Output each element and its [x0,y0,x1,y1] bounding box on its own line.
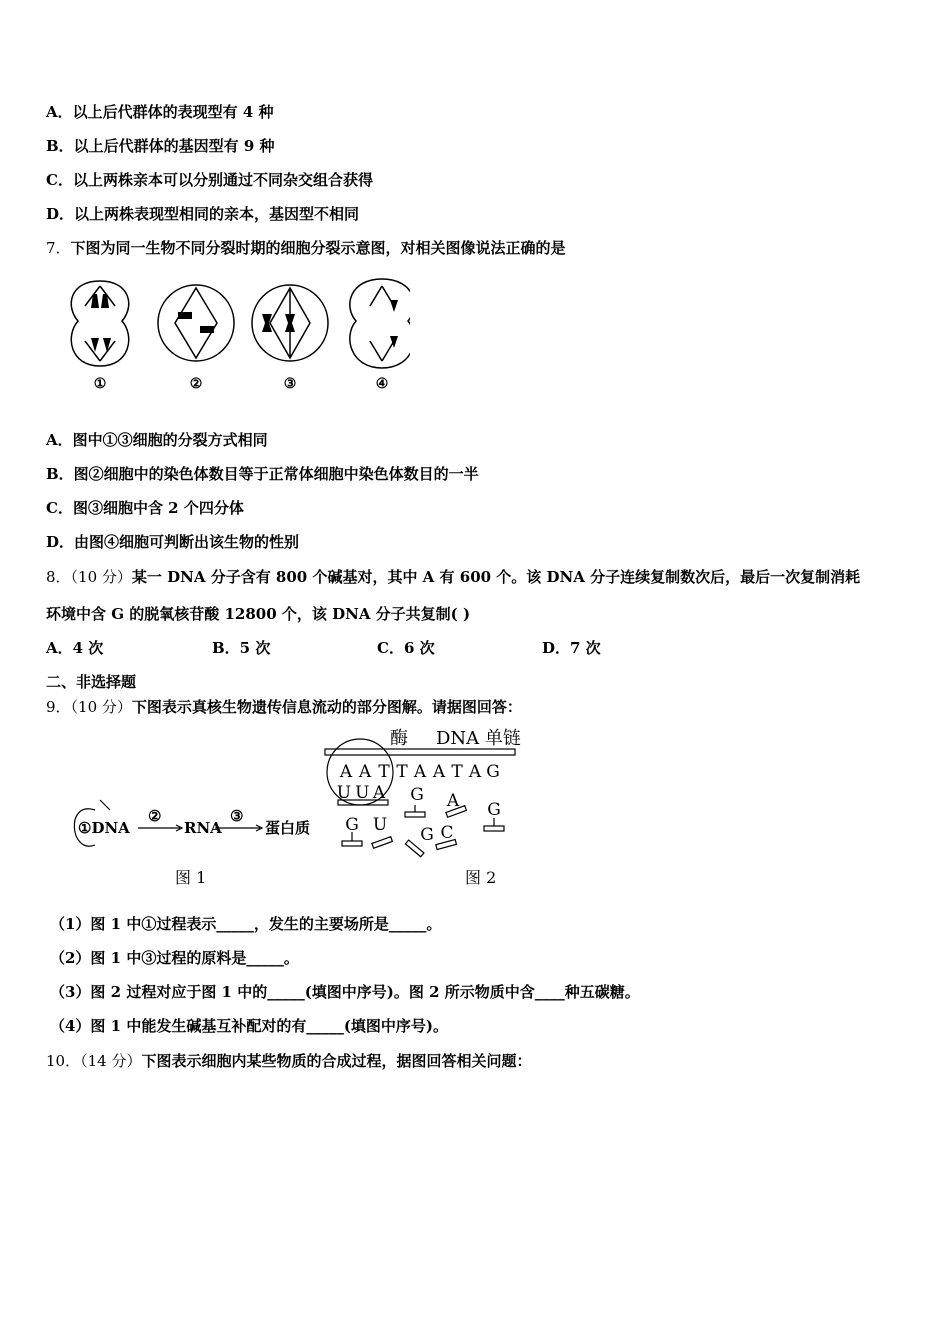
template-base: G [486,762,500,782]
free-nucleotide: G [345,815,359,835]
template-base: A [413,762,427,782]
free-nucleotide: A [446,791,460,811]
fig1-step3: ③ [230,807,244,825]
q9-stem [46,697,522,717]
q7-option-c: C．图③细胞中含 2 个四分体 [46,499,244,517]
fig1-protein: 蛋白质 [265,819,311,837]
template-base: A [468,762,482,782]
q9-number: 9．（10 分） [46,698,132,716]
q7-option-b: B．图②细胞中的染色体数目等于正常体细胞中染色体数目的一半 [46,465,479,483]
q8-option-d: D．7 次 [542,639,601,657]
q8-stem-line2: 环境中含 G 的脱氧核苷酸 12800 个，该 DNA 分子共复制( ) [46,605,471,623]
q10-number: 10．（14 分） [46,1052,142,1070]
q8-option-a: A．4 次 [46,639,104,657]
q10-stem [46,1051,531,1071]
fig1-step2: ② [148,807,162,825]
q8-stem-line1 [46,567,860,587]
q7-option-a: A．图中①③细胞的分裂方式相同 [46,431,268,449]
q9-text: 下图表示真核生物遗传信息流动的部分图解。请据图回答： [131,698,522,716]
fig1-rna: RNA [184,819,222,837]
genetic-info-figure [60,720,540,895]
q6-option-b: B．以上后代群体的基因型有 9 种 [46,137,275,155]
q6-option-c: C．以上两株亲本可以分别通过不同杂交组合获得 [46,171,373,189]
paired-bases: UUA [336,783,390,803]
section-heading: 二、非选择题 [46,673,137,691]
q8-number: 8．（10 分） [46,568,132,586]
q8-option-b: B．5 次 [212,639,271,657]
q9-sub-1: （1）图 1 中①过程表示_____，发生的主要场所是_____。 [50,915,442,933]
template-base: T [378,762,390,782]
template-base: A [358,762,372,782]
fig2-caption: 图 2 [465,868,497,887]
fig-label-3: ③ [283,376,297,392]
template-base: T [451,762,463,782]
fig1-caption: 图 1 [175,868,207,887]
free-nucleotide: C [440,823,454,843]
fig-label-1: ① [93,376,107,392]
q8-option-c: C．6 次 [377,639,435,657]
q9-sub-4: （4）图 1 中能发生碱基互补配对的有_____(填图中序号)。 [50,1017,449,1035]
template-base: A [339,762,353,782]
fig2-strand: DNA 单链 [436,728,521,749]
q7-text: 下图为同一生物不同分裂时期的细胞分裂示意图，对相关图像说法正确的是 [70,239,566,257]
q6-option-a: A．以上后代群体的表现型有 4 种 [46,103,274,121]
fig2-enzyme: 酶 [390,728,408,749]
free-nucleotide: G [410,785,424,805]
q7-stem [46,238,566,258]
q7-option-d: D．由图④细胞可判断出该生物的性别 [46,533,300,551]
q8-text: 某一 DNA 分子含有 800 个碱基对，其中 A 有 600 个。该 DNA 分子连续复制数次后，最后一次复制消耗 [131,568,861,586]
q9-sub-2: （2）图 1 中③过程的原料是_____。 [50,949,299,967]
q6-option-d: D．以上两株表现型相同的亲本，基因型不相同 [46,205,360,223]
q10-text: 下图表示细胞内某些物质的合成过程，据图回答相关问题： [141,1052,532,1070]
q7-number: 7． [46,239,71,257]
fig-label-2: ② [189,376,203,392]
cell-division-figure [60,276,410,396]
free-nucleotide: U [372,815,388,835]
fig-label-4: ④ [375,376,389,392]
free-nucleotide: G [420,825,434,845]
fig1-dna: ①DNA [78,819,130,837]
free-nucleotide: G [487,800,501,820]
q9-sub-3: （3）图 2 过程对应于图 1 中的_____(填图中序号)。图 2 所示物质中含____种五碳糖。 [50,983,640,1001]
template-base: T [396,762,408,782]
template-base: A [432,762,446,782]
